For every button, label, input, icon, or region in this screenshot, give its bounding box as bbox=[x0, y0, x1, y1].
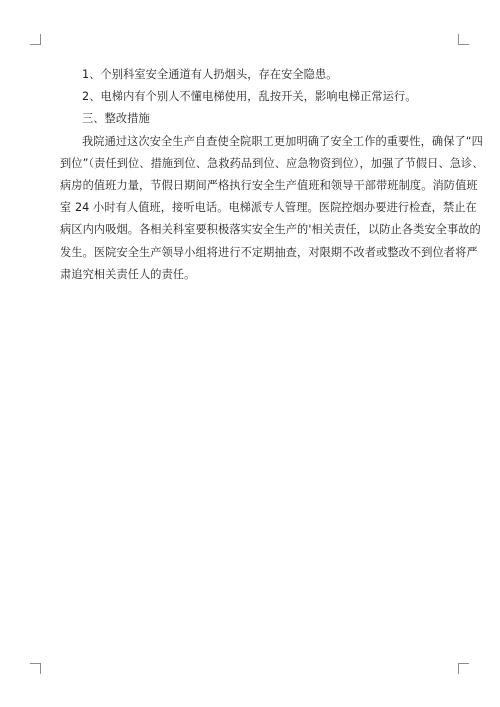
crop-mark-bottom-right bbox=[458, 663, 469, 674]
paragraph-line: 室 24 小时有人值班，接听电话。电梯派专人管理。医院控烟办要进行检查，禁止在 bbox=[60, 201, 477, 215]
document-body bbox=[60, 64, 484, 286]
paragraph-line: 发生。医院安全生产领导小组将进行不定期抽查，对限期不改者或整改不到位者将严 bbox=[60, 245, 478, 259]
paragraph-line: 到位”（责任到位、措施到位、急救药品到位、应急物资到位），加强了节假日、急诊、 bbox=[60, 156, 484, 170]
issue-item-1: 1、个别科室安全通道有人扔烟头，存在安全隐患。 bbox=[82, 68, 338, 81]
paragraph-line: 病区内内吸烟。各相关科室要积极落实安全生产的'相关责任，以防止各类安全事故的 bbox=[60, 223, 481, 237]
rectification-paragraph bbox=[60, 131, 484, 286]
paragraph-line: 病房的值班力量，节假日期间严格执行安全生产值班和领导干部带班制度。消防值班 bbox=[60, 179, 478, 193]
paragraph-line: 肃追究相关责任人的责任。 bbox=[60, 267, 196, 281]
section-heading: 三、整改措施 bbox=[82, 112, 150, 126]
paragraph-line: 我院通过这次安全生产自查使全院职工更加明确了安全工作的重要性，确保了“四 bbox=[82, 134, 483, 148]
issue-item-2: 2、电梯内有个别人不懂电梯使用，乱按开关，影响电梯正常运行。 bbox=[82, 90, 417, 104]
crop-mark-top-left bbox=[30, 34, 41, 45]
crop-mark-bottom-left bbox=[30, 663, 41, 674]
crop-mark-top-right bbox=[458, 34, 469, 45]
